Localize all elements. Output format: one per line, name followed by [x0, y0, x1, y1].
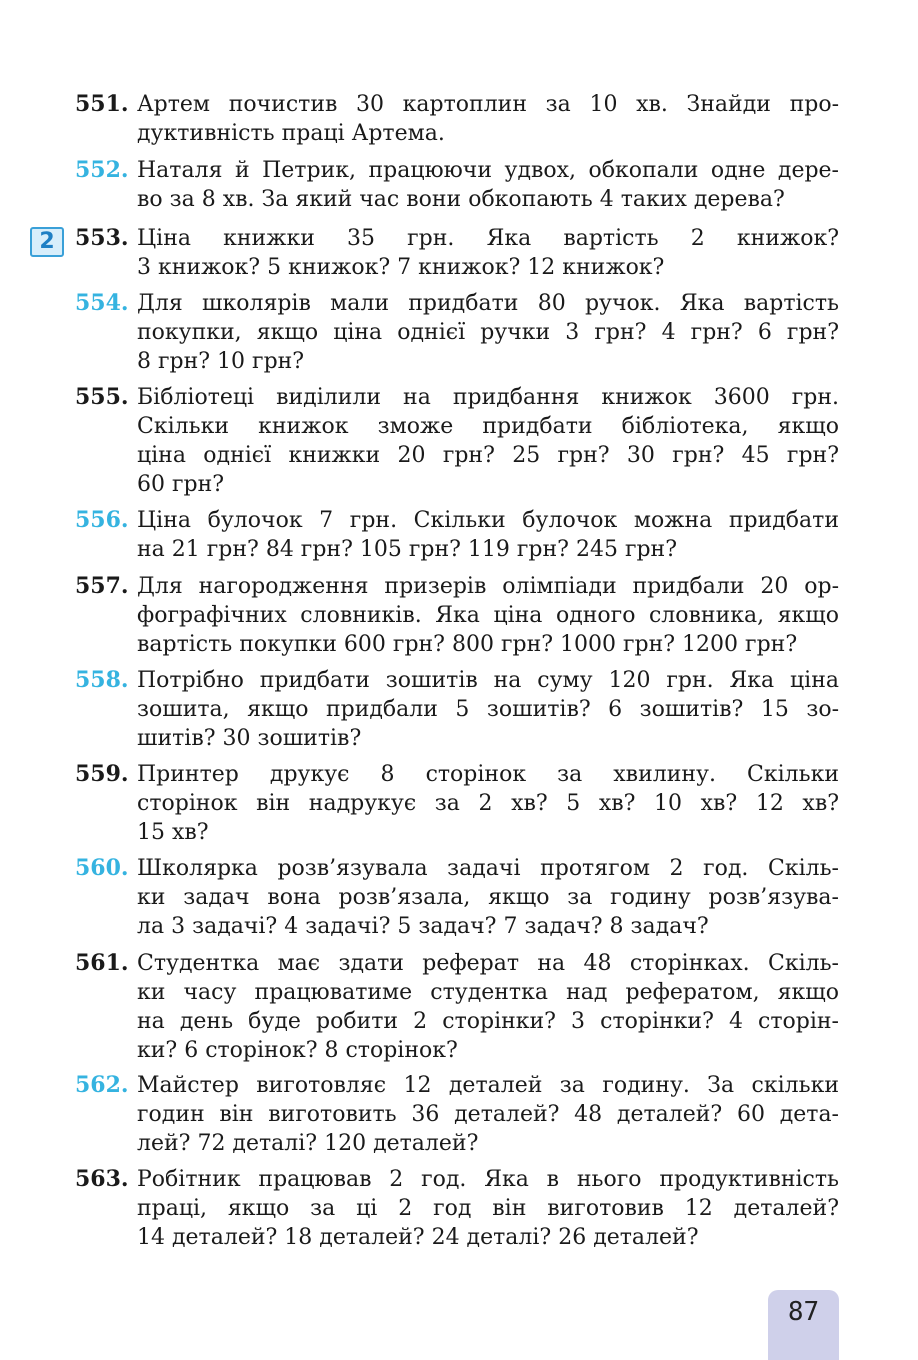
problem-text-line: 3 книжок? 5 книжок? 7 книжок? 12 книжок?: [137, 255, 665, 280]
problem-text-line: ки задач вона розв’язала, якщо за годину розв’язува-: [137, 885, 839, 910]
problem-text-line: ла 3 задачі? 4 задачі? 5 задач? 7 задач? 8 задач?: [137, 914, 709, 939]
problem-text-line: Майстер виготовляє 12 деталей за годину. За скільки: [137, 1073, 839, 1098]
problem-text-line: 15 хв?: [137, 820, 209, 845]
problem-3: [75, 289, 839, 376]
page-number: 87: [768, 1290, 839, 1360]
problem-text-line: Артем почистив 30 картоплин за 10 хв. Знайди про-: [137, 92, 839, 117]
problem-text-line: Потрібно придбати зошитів на суму 120 грн. Яка ціна: [137, 668, 839, 693]
problem-number: 552.: [75, 157, 129, 183]
problem-number: 559.: [75, 761, 129, 787]
problem-text-line: покупки, якщо ціна однієї ручки 3 грн? 4 грн? 6 грн?: [137, 320, 839, 345]
problem-text-line: Для нагородження призерів олімпіади придбали 20 ор-: [137, 574, 839, 599]
problem-text-line: сторінок він надрукує за 2 хв? 5 хв? 10 хв? 12 хв?: [137, 791, 839, 816]
problem-text-line: Наталя й Петрик, працюючи удвох, обкопали одне дере-: [137, 158, 839, 183]
problem-text-line: 14 деталей? 18 деталей? 24 деталі? 26 деталей?: [137, 1225, 699, 1250]
problem-text-line: фографічних словників. Яка ціна одного словника, якщо: [137, 603, 839, 628]
problem-number: 555.: [75, 384, 129, 410]
problem-text-line: Робітник працював 2 год. Яка в нього продуктивність: [137, 1167, 839, 1192]
problem-9: [75, 854, 839, 941]
problem-number: 553.: [75, 225, 129, 251]
problem-text-line: ціна однієї книжки 20 грн? 25 грн? 30 грн? 45 грн?: [137, 443, 839, 468]
difficulty-level-badge: 2: [30, 227, 64, 257]
problem-12: [75, 1165, 839, 1252]
problem-text-line: во за 8 хв. За який час вони обкопають 4 таких дерева?: [137, 187, 785, 212]
problem-7: [75, 666, 839, 753]
problem-number: 560.: [75, 855, 129, 881]
problem-number: 556.: [75, 507, 129, 533]
problem-2: [75, 224, 839, 282]
problem-text-line: Ціна булочок 7 грн. Скільки булочок можна придбати: [137, 508, 839, 533]
problem-text-line: Для школярів мали придбати 80 ручок. Яка вартість: [137, 291, 839, 316]
problem-0: [75, 90, 839, 148]
problem-1: [75, 156, 839, 214]
problem-11: [75, 1071, 839, 1158]
problem-text-line: Студентка має здати реферат на 48 сторінках. Скіль-: [137, 951, 839, 976]
problem-text-line: Скільки книжок зможе придбати бібліотека, якщо: [137, 414, 839, 439]
problem-number: 563.: [75, 1166, 129, 1192]
problem-text-line: Школярка розв’язувала задачі протягом 2 год. Скіль-: [137, 856, 839, 881]
problem-number: 562.: [75, 1072, 129, 1098]
problem-5: [75, 506, 839, 564]
problem-number: 557.: [75, 573, 129, 599]
problem-number: 554.: [75, 290, 129, 316]
problem-text-line: ки? 6 сторінок? 8 сторінок?: [137, 1038, 458, 1063]
problem-text-line: 8 грн? 10 грн?: [137, 349, 305, 374]
problem-text-line: на 21 грн? 84 грн? 105 грн? 119 грн? 245 грн?: [137, 537, 678, 562]
problem-text-line: шитів? 30 зошитів?: [137, 726, 362, 751]
problem-text-line: лей? 72 деталі? 120 деталей?: [137, 1131, 479, 1156]
problem-text-line: Принтер друкує 8 сторінок за хвилину. Скільки: [137, 762, 839, 787]
problem-4: [75, 383, 839, 499]
problem-number: 561.: [75, 950, 129, 976]
problem-text-line: 60 грн?: [137, 472, 225, 497]
problem-text-line: Ціна книжки 35 грн. Яка вартість 2 книжок?: [137, 226, 839, 251]
problem-text-line: дуктивність праці Артема.: [137, 121, 445, 146]
problem-text-line: Бібліотеці виділили на придбання книжок 3600 грн.: [137, 385, 839, 410]
problem-10: [75, 949, 839, 1065]
problem-6: [75, 572, 839, 659]
problem-8: [75, 760, 839, 847]
problem-text-line: праці, якщо за ці 2 год він виготовив 12 деталей?: [137, 1196, 839, 1221]
problem-text-line: зошита, якщо придбали 5 зошитів? 6 зошитів? 15 зо-: [137, 697, 839, 722]
problem-number: 558.: [75, 667, 129, 693]
problem-text-line: ки часу працюватиме студентка над рефератом, якщо: [137, 980, 839, 1005]
problem-text-line: вартість покупки 600 грн? 800 грн? 1000 грн? 1200 грн?: [137, 632, 798, 657]
problem-text-line: на день буде робити 2 сторінки? 3 сторінки? 4 сторін-: [137, 1009, 839, 1034]
problem-text-line: годин він виготовить 36 деталей? 48 деталей? 60 дета-: [137, 1102, 839, 1127]
problem-number: 551.: [75, 91, 129, 117]
